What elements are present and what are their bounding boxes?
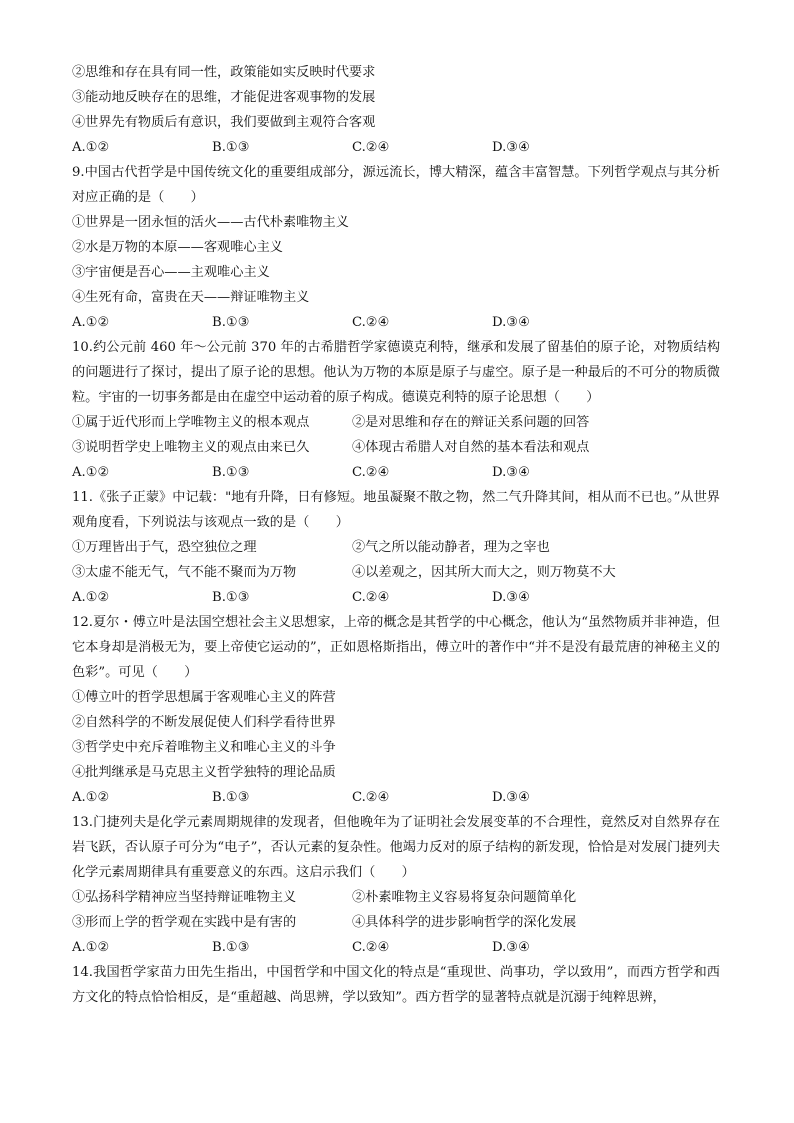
- option-a[interactable]: A.①②: [72, 940, 110, 955]
- option-b[interactable]: B.①③: [212, 790, 250, 805]
- q8-item-3: ③能动地反映存在的思维，才能促进客观事物的发展: [72, 90, 376, 105]
- option-d[interactable]: D.③④: [492, 140, 530, 155]
- q11-items-row-1: [72, 535, 720, 560]
- option-c[interactable]: C.②④: [352, 590, 390, 605]
- option-d[interactable]: D.③④: [492, 590, 530, 605]
- q8-item-4: ④世界先有物质后有意识，我们要做到主观符合客观: [72, 115, 376, 130]
- q12-item-1: ①傅立叶的哲学思想属于客观唯心主义的阵营: [72, 690, 336, 705]
- q13-options: [72, 935, 720, 960]
- option-d[interactable]: D.③④: [492, 465, 530, 480]
- question-8: [72, 60, 720, 160]
- q10-stem: 10.约公元前 460 年～公元前 370 年的古希腊哲学家德谟克利特，继承和发展了留基伯的原子论，对物质结构的问题进行了探讨，提出了原子论的思想。他认为万物的本原是原子与虚空。原子是一种最后的不可分的物质微粒。宇宙的一切事务都是由在虚空中运动着的原子构成。德谟克利特的原子论思想（ ）: [72, 340, 720, 405]
- q11-item-2: ②气之所以能动静者，理为之宰也: [352, 540, 550, 555]
- q12-item-4: ④批判继承是马克思主义哲学独特的理论品质: [72, 765, 336, 780]
- q12-item-2: ②自然科学的不断发展促使人们科学看待世界: [72, 715, 336, 730]
- q13-item-4: ④具体科学的进步影响哲学的深化发展: [352, 915, 577, 930]
- q13-item-2: ②朴素唯物主义容易将复杂问题简单化: [352, 890, 577, 905]
- q12-options: [72, 785, 720, 810]
- q13-item-3: ③形而上学的哲学观在实践中是有害的: [72, 915, 297, 930]
- option-d[interactable]: D.③④: [492, 790, 530, 805]
- q10-items-row-1: [72, 410, 720, 435]
- option-b[interactable]: B.①③: [212, 140, 250, 155]
- option-c[interactable]: C.②④: [352, 790, 390, 805]
- q9-stem: 9.中国古代哲学是中国传统文化的重要组成部分，源远流长，博大精深，蕴含丰富智慧。下列哲学观点与其分析对应正确的是（ ）: [72, 165, 720, 205]
- option-a[interactable]: A.①②: [72, 590, 110, 605]
- question-9: [72, 160, 720, 335]
- q12-item-3: ③哲学史中充斥着唯物主义和唯心主义的斗争: [72, 740, 336, 755]
- q13-items-row-2: [72, 910, 720, 935]
- option-c[interactable]: C.②④: [352, 940, 390, 955]
- option-d[interactable]: D.③④: [492, 315, 530, 330]
- q13-items-row-1: [72, 885, 720, 910]
- q11-item-4: ④以差观之，因其所大而大之，则万物莫不大: [352, 565, 616, 580]
- q12-stem: 12.夏尔・傅立叶是法国空想社会主义思想家，上帝的概念是其哲学的中心概念，他认为“虽然物质并非神造，但它本身却是消极无为，要上帝使它运动的”，正如恩格斯指出，傅立叶的著作中“并不是没有最荒唐的神秘主义的色彩”。可见（ ）: [72, 615, 720, 680]
- q10-item-3: ③说明哲学史上唯物主义的观点由来已久: [72, 440, 310, 455]
- question-10: [72, 335, 720, 485]
- q10-item-2: ②是对思维和存在的辩证关系问题的回答: [352, 415, 590, 430]
- question-11: [72, 485, 720, 610]
- q11-options: [72, 585, 720, 610]
- option-a[interactable]: A.①②: [72, 465, 110, 480]
- option-b[interactable]: B.①③: [212, 940, 250, 955]
- q11-items-row-2: [72, 560, 720, 585]
- option-b[interactable]: B.①③: [212, 590, 250, 605]
- q10-options: [72, 460, 720, 485]
- option-c[interactable]: C.②④: [352, 315, 390, 330]
- q9-item-4: ④生死有命，富贵在天——辩证唯物主义: [72, 290, 310, 305]
- option-d[interactable]: D.③④: [492, 940, 530, 955]
- option-a[interactable]: A.①②: [72, 790, 110, 805]
- q13-item-1: ①弘扬科学精神应当坚持辩证唯物主义: [72, 890, 297, 905]
- q14-stem: 14.我国哲学家苗力田先生指出，中国哲学和中国文化的特点是“重现世、尚事功，学以致用”，而西方哲学和西方文化的特点恰恰相反，是“重超越、尚思辨，学以致知”。西方哲学的显著特点就是沉溺于纯粹思辨，: [72, 965, 720, 1005]
- q13-stem: 13.门捷列夫是化学元素周期规律的发现者，但他晚年为了证明社会发展变革的不合理性，竟然反对自然界存在岩飞跃，否认原子可分为“电子”，否认元素的复杂性。他竭力反对的原子结构的新发现，恰恰是对发展门捷列夫化学元素周期律具有重要意义的东西。这启示我们（ ）: [72, 815, 720, 880]
- option-a[interactable]: A.①②: [72, 315, 110, 330]
- question-12: [72, 610, 720, 810]
- q10-items-row-2: [72, 435, 720, 460]
- question-13: [72, 810, 720, 960]
- q9-item-1: ①世界是一团永恒的活火——古代朴素唯物主义: [72, 215, 349, 230]
- q8-options: [72, 135, 720, 160]
- q9-item-3: ③宇宙便是吾心——主观唯心主义: [72, 265, 270, 280]
- option-a[interactable]: A.①②: [72, 140, 110, 155]
- option-c[interactable]: C.②④: [352, 140, 390, 155]
- q10-item-1: ①属于近代形而上学唯物主义的根本观点: [72, 415, 310, 430]
- q10-item-4: ④体现古希腊人对自然的基本看法和观点: [352, 440, 590, 455]
- option-b[interactable]: B.①③: [212, 465, 250, 480]
- q11-item-3: ③太虚不能无气，气不能不聚而为万物: [72, 565, 297, 580]
- option-c[interactable]: C.②④: [352, 465, 390, 480]
- q11-item-1: ①万理皆出于气，恐空独位之理: [72, 540, 257, 555]
- q9-options: [72, 310, 720, 335]
- q8-item-2: ②思维和存在具有同一性，政策能如实反映时代要求: [72, 65, 376, 80]
- q11-stem: 11.《张子正蒙》中记载："地有升降，日有修短。地虽凝聚不散之物，然二气升降其间，相从而不已也。”从世界观角度看，下列说法与该观点一致的是（ ）: [72, 490, 720, 530]
- q9-item-2: ②水是万物的本原——客观唯心主义: [72, 240, 283, 255]
- option-b[interactable]: B.①③: [212, 315, 250, 330]
- question-14: [72, 960, 720, 1010]
